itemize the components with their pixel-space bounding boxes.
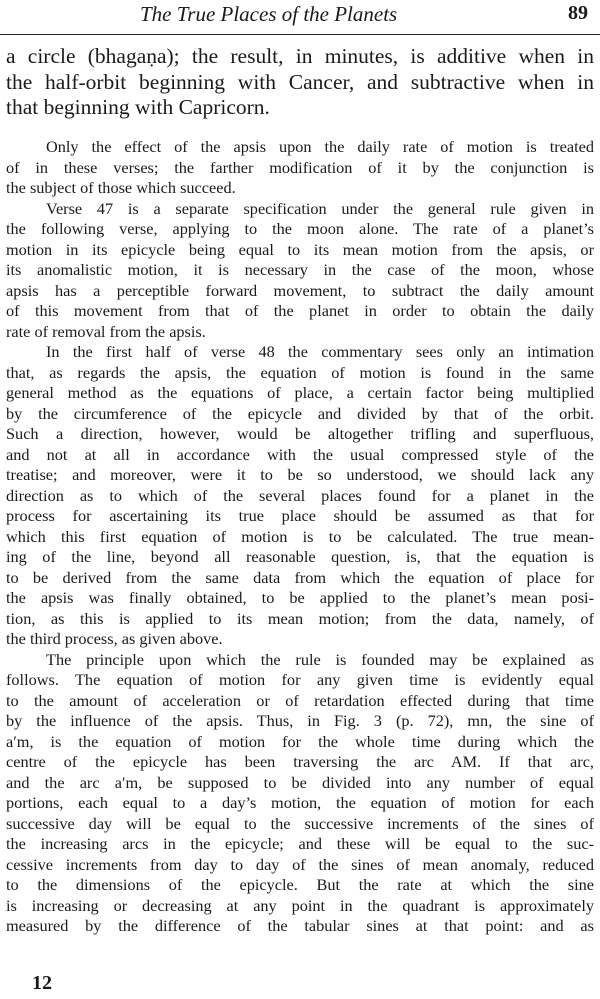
page-number: 89 — [568, 2, 588, 24]
text-line: apsis has a perceptible forward movement, to subtract the daily amount — [6, 280, 594, 300]
text-line: the apsis was finally obtained, to be applied to the planet’s mean posi- — [6, 588, 594, 607]
text-line: general method as the equations of place, a certain factor being multiplied — [6, 383, 594, 402]
text-line: Only the effect of the apsis upon the daily rate of motion is treated — [46, 137, 594, 156]
text-line: by the influence of the apsis. Thus, in Fig. 3 (p. 72), mn, the sine of — [6, 711, 594, 730]
lead-line: the half-orbit beginning with Cancer, and subtractive when in — [6, 69, 594, 94]
text-line: the following verse, applying to the moon alone. The rate of a planet’s — [6, 219, 594, 238]
lead-line: that beginning with Capricorn. — [6, 95, 270, 119]
text-line: tion, as this is applied to its mean motion; from the data, namely, of — [6, 608, 594, 628]
text-line: ing of the line, beyond all reasonable question, is, that the equation is — [6, 547, 594, 566]
text-line: the increasing arcs in the epicycle; and these will be equal to the suc- — [6, 834, 594, 853]
text-line: measured by the difference of the tabular sines at that point: and as — [6, 916, 594, 935]
text-line: to the amount of acceleration or of retardation effected during that time — [6, 690, 594, 710]
text-line: In the first half of verse 48 the commentary sees only an intimation — [46, 342, 594, 361]
text-line: treatise; and moreover, were it to be so understood, we should lack any — [6, 465, 594, 484]
lead-line: a circle (bhagaṇa); the result, in minutes, is additive when in — [6, 44, 594, 68]
text-line: a′m, is the equation of motion for the whole time during which the — [6, 731, 594, 751]
text-line: and not at all in accordance with the usual compressed style of the — [6, 444, 594, 464]
text-line: and the arc a′m, be supposed to be divided into any number of equal — [6, 772, 594, 792]
text-line: the subject of those which succeed. — [6, 178, 236, 197]
lead-paragraph — [6, 44, 594, 121]
text-line: centre of the epicycle has been traversing the arc AM. If that arc, — [6, 752, 594, 771]
text-line: Such a direction, however, would be altogether trifling and superfluous, — [6, 424, 594, 443]
page-header — [0, 0, 600, 35]
text-line: direction as to which of the several places found for a planet in the — [6, 485, 594, 505]
text-line: that, as regards the apsis, the equation of motion is found in the same — [6, 362, 594, 382]
text-line: its anomalistic motion, it is necessary in the case of the moon, whose — [6, 260, 594, 279]
text-line: which this first equation of motion is to be calculated. The true mean- — [6, 526, 594, 546]
text-line: by the circumference of the epicycle and divided by that of the orbit. — [6, 403, 594, 423]
text-line: motion in its epicycle being equal to its mean motion from the apsis, or — [6, 239, 594, 259]
text-line: the third process, as given above. — [6, 629, 223, 648]
text-line: rate of removal from the apsis. — [6, 321, 206, 341]
signature-mark: 12 — [32, 972, 52, 994]
text-line: follows. The equation of motion for any given time is evidently equal — [6, 670, 594, 689]
body-text — [6, 137, 594, 937]
text-line: process for ascertaining its true place should be assumed as that for — [6, 506, 594, 525]
text-line: of in these verses; the farther modification of it by the conjunction is — [6, 157, 594, 177]
text-line: Verse 47 is a separate specification under the general rule given in — [46, 198, 594, 218]
text-line: is increasing or decreasing at any point in the quadrant is approximately — [6, 895, 594, 915]
text-line: successive day will be equal to the successive increments of the sines of — [6, 813, 594, 833]
running-title: The True Places of the Planets — [140, 2, 398, 26]
text-line: of this movement from that of the planet in order to obtain the daily — [6, 301, 594, 320]
text-line: to the dimensions of the epicycle. But the rate at which the sine — [6, 875, 594, 894]
text-line: cessive increments from day to day of the sines of mean anomaly, reduced — [6, 854, 594, 874]
text-line: portions, each equal to a day’s motion, the equation of motion for each — [6, 793, 594, 812]
text-line: to be derived from the same data from which the equation of place for — [6, 567, 594, 587]
text-line: The principle upon which the rule is founded may be explained as — [46, 649, 594, 669]
